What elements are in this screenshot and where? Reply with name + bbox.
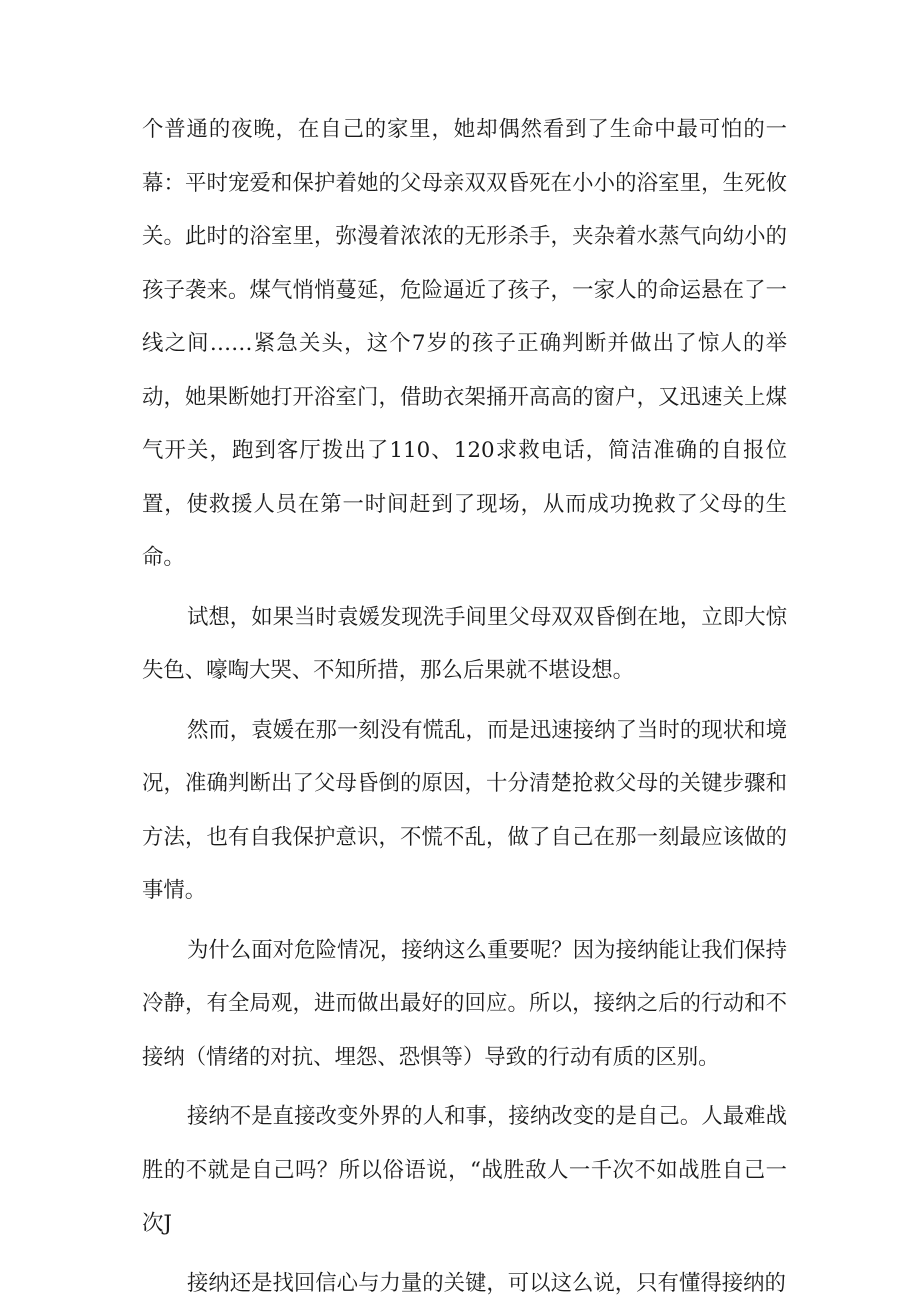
paragraph-1: 个普通的夜晚，在自己的家里，她却偶然看到了生命中最可怕的一幕：平时宠爱和保护着她的父母亲双双昏死在小小的浴室里，生死攸关。此时的浴室里，弥漫着浓浓的无形杀手，夹杂着水蒸气向幼小的孩子袭来。煤气悄悄蔓延，危险逼近了孩子，一家人的命运悬在了一线之间……紧急关头，这个7岁的孩子正确判断并做出了惊人的举动，她果断她打开浴室门，借助衣架捅开高高的窗户，又迅速关上煤气开关，跑到客厅拨出了110、120求救电话，简洁准确的自报位置，使救援人员在第一时间赶到了现场，从而成功挽救了父母的生命。	[142, 117, 787, 570]
document-body	[142, 103, 787, 1316]
paragraph-2: 试想，如果当时袁媛发现洗手间里父母双双昏倒在地，立即大惊失色、嚎啕大哭、不知所措，那么后果就不堪设想。	[142, 604, 787, 683]
paragraph-6: 接纳还是找回信心与力量的关键，可以这么说，只有懂得接纳的	[186, 1270, 786, 1296]
paragraph-5: 接纳不是直接改变外界的人和事，接纳改变的是自己。人最难战胜的不就是自己吗？所以俗语说，“战胜敌人一千次不如战胜自己一次J	[142, 1104, 787, 1236]
paragraph-4: 为什么面对危险情况，接纳这么重要呢？因为接纳能让我们保持冷静，有全局观，进而做出最好的回应。所以，接纳之后的行动和不接纳（情绪的对抗、埋怨、恐惧等）导致的行动有质的区别。	[142, 937, 787, 1070]
paragraph-3: 然而，袁媛在那一刻没有慌乱，而是迅速接纳了当时的现状和境况，准确判断出了父母昏倒的原因，十分清楚抢救父母的关键步骤和方法，也有自我保护意识，不慌不乱，做了自己在那一刻最应该做的事情。	[142, 717, 787, 903]
